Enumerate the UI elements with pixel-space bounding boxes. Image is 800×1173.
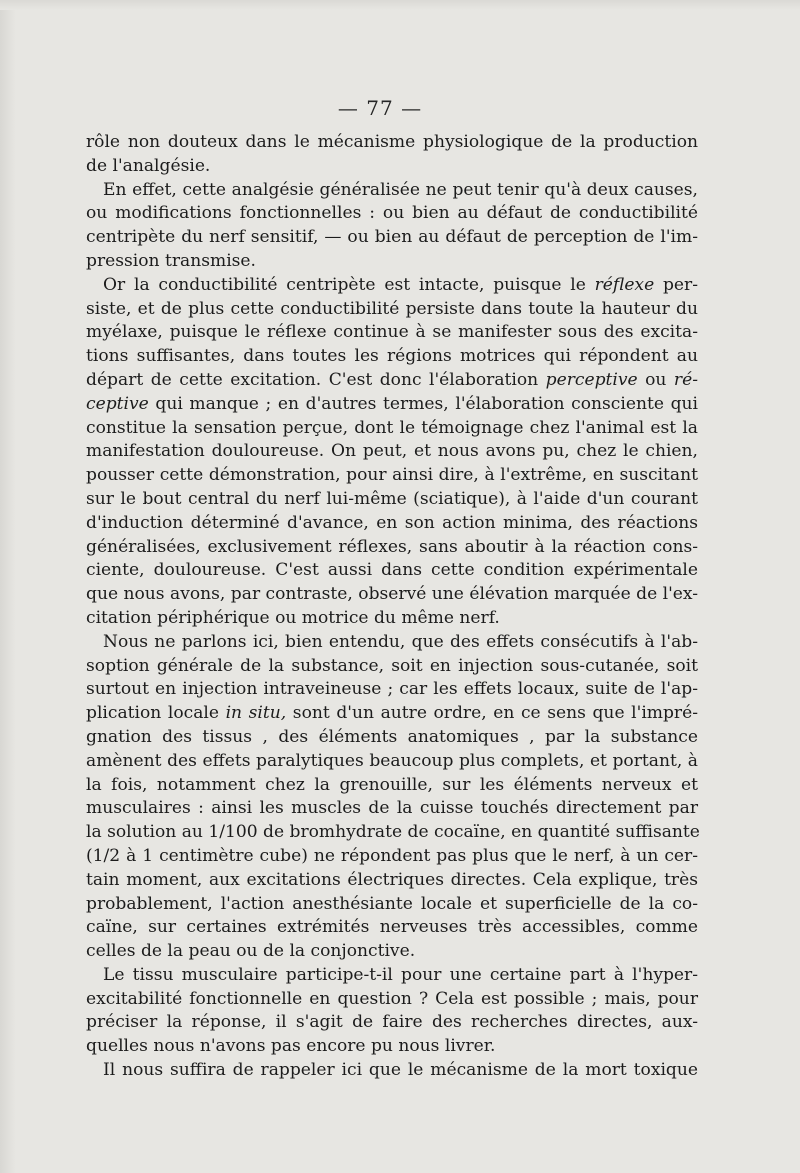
italic-term: réflexe (594, 274, 655, 295)
text-line: En effet, cette analgésie généralisée ne peut tenir qu'à deux causes, (103, 179, 698, 200)
body-text (86, 131, 698, 1083)
text-line: soption générale de la substance, soit en injection sous-cutanée, soit (86, 655, 698, 676)
text-line (86, 369, 698, 393)
text-line: de l'analgésie. (86, 155, 211, 176)
text-line: la fois, notamment chez la grenouille, sur les éléments nerveux et (86, 774, 698, 795)
text-line: que nous avons, par contraste, observé une élévation marquée de l'ex- (86, 584, 699, 605)
text-line: myélaxe, puisque le réflexe continue à se manifester sous des excita- (86, 322, 698, 343)
text-line: manifestation douloureuse. On peut, et nous avons pu, chez le chien, (86, 441, 698, 462)
text-line (86, 274, 698, 298)
page-number: — 77 — (337, 96, 423, 120)
text-line: pousser cette démonstration, pour ainsi dire, à l'extrême, en suscitant (86, 465, 698, 486)
text-line: Il nous suffira de rappeler ici que le mécanisme de la mort toxique (103, 1060, 698, 1081)
text-run: sont d'un autre ordre, en ce sens que l'impré- (286, 703, 698, 724)
text-line: quelles nous n'avons pas encore pu nous livrer. (86, 1036, 496, 1057)
text-line: généralisées, exclusivement réflexes, sans aboutir à la réaction cons- (86, 536, 698, 557)
italic-term: in situ, (225, 703, 287, 724)
text-line (86, 702, 698, 726)
text-line: Nous ne parlons ici, bien entendu, que des effets consécutifs à l'ab- (103, 631, 698, 652)
text-line: amènent des effets paralytiques beaucoup plus complets, et portant, à (86, 750, 698, 771)
text-run: Or la conductibilité centripète est intacte, puisque le (103, 274, 595, 295)
italic-term: ceptive (86, 393, 149, 414)
text-line: gnation des tissus , des éléments anatomiques , par la substance (86, 726, 698, 747)
text-line: (1/2 à 1 centimètre cube) ne répondent pas plus que le nerf, à un cer- (86, 845, 698, 866)
text-line: Le tissu musculaire participe-t-il pour une certaine part à l'hyper- (103, 964, 698, 985)
text-line (86, 393, 698, 417)
text-line: celles de la peau ou de la conjonctive. (86, 941, 416, 962)
text-line: rôle non douteux dans le mécanisme physiologique de la production (86, 132, 698, 152)
text-line: constitue la sensation perçue, dont le témoignage chez l'animal est la (86, 417, 698, 438)
text-line: centripète du nerf sensitif, — ou bien au défaut de perception de l'im- (86, 227, 698, 248)
text-line: ciente, douloureuse. C'est aussi dans cette condition expérimentale (86, 560, 698, 581)
text-line: la solution au 1/100 de bromhydrate de cocaïne, en quantité suffisante (86, 822, 700, 843)
page-shadow-top (0, 0, 800, 10)
text-line: ou modifications fonctionnelles : ou bien au défaut de conductibilité (86, 203, 698, 224)
text-line: caïne, sur certaines extrémités nerveuses très accessibles, comme (86, 917, 698, 938)
text-line: tions suffisantes, dans toutes les régions motrices qui répondent au (86, 346, 698, 367)
page-shadow-left (0, 0, 16, 1173)
text-line: pression transmise. (86, 250, 256, 271)
text-line: musculaires : ainsi les muscles de la cuisse touchés directement par (86, 798, 698, 819)
text-line: sur le bout central du nerf lui-même (sciatique), à l'aide d'un courant (86, 488, 698, 509)
text-run: ou (637, 369, 674, 390)
text-line: tain moment, aux excitations électriques directes. Cela explique, très (86, 869, 698, 890)
text-run: départ de cette excitation. C'est donc l'élaboration (86, 369, 546, 390)
text-line: probablement, l'action anesthésiante locale et superficielle de la co- (86, 893, 698, 914)
text-line: excitabilité fonctionnelle en question ? Cela est possible ; mais, pour (86, 988, 698, 1009)
italic-term: ré- (673, 369, 698, 390)
text-line: préciser la réponse, il s'agit de faire des recherches directes, aux- (86, 1012, 698, 1033)
italic-term: perceptive (545, 369, 638, 390)
text-run: qui manque ; en d'autres termes, l'élaboration consciente qui (148, 393, 698, 414)
text-line: citation périphérique ou motrice du même nerf. (86, 607, 500, 628)
text-run: per- (654, 274, 698, 295)
text-run: plication locale (86, 703, 226, 724)
text-line: siste, et de plus cette conductibilité persiste dans toute la hauteur du (86, 298, 698, 319)
text-line: surtout en injection intraveineuse ; car les effets locaux, suite de l'ap- (86, 679, 698, 700)
text-line: d'induction déterminé d'avance, en son action minima, des réactions (86, 512, 698, 533)
